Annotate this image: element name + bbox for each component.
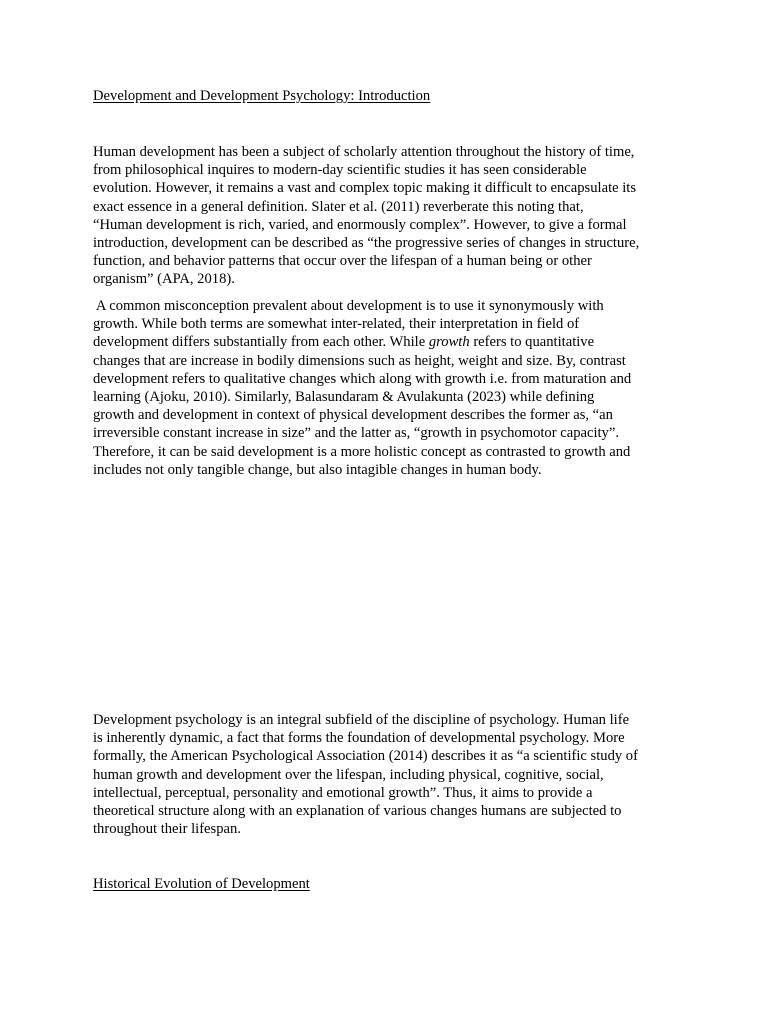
paragraph-line: “Human development is rich, varied, and enormously complex”. However, to give a formal — [93, 216, 627, 233]
line-text: development differs substantially from each other. While — [93, 334, 429, 351]
paragraph-line: throughout their lifespan. — [93, 821, 241, 838]
paragraph-line: evolution. However, it remains a vast and complex topic making it difficult to encapsulate its — [93, 180, 637, 197]
paragraph-human-development — [93, 143, 677, 289]
italic-term-growth: growth — [428, 334, 470, 351]
paragraph-line: formally, the American Psychological Association (2014) describes it as “a scientific study of — [93, 748, 638, 765]
paragraph-line: is inherently dynamic, a fact that forms the foundation of developmental psychology. More — [93, 730, 625, 747]
paragraph-line: changes that are increase in bodily dimensions such as height, weight and size. By, contrast — [93, 352, 626, 369]
line-text: refers to quantitative — [469, 334, 595, 351]
paragraph-development-psychology — [93, 711, 677, 838]
paragraph-line: learning (Ajoku, 2010). Similarly, Balasundaram & Avulakunta (2023) while defining — [93, 389, 595, 406]
paragraph-line: from philosophical inquires to modern-day scientific studies it has seen considerable — [93, 162, 587, 179]
paragraph-line: Human development has been a subject of scholarly attention throughout the history of time, — [93, 144, 635, 160]
paragraph-line: development refers to qualitative changes which along with growth i.e. from maturation and — [93, 370, 632, 387]
paragraph-line: A common misconception prevalent about development is to use it synonymously with — [93, 298, 604, 314]
paragraph-line: includes not only tangible change, but also intagible changes in human body. — [93, 461, 542, 478]
paragraph-line: Therefore, it can be said development is a more holistic concept as contrasted to growth and — [93, 443, 631, 460]
paragraph-line: human growth and development over the lifespan, including physical, cognitive, social, — [93, 766, 604, 783]
section-heading-historical-evolution: Historical Evolution of Development — [93, 876, 310, 892]
paragraph-line: growth and development in context of physical development describes the former as, “an — [93, 407, 613, 424]
paragraph-line: growth. While both terms are somewhat inter-related, their interpretation in field of — [93, 316, 580, 333]
paragraph-line: intellectual, perceptual, personality and emotional growth”. Thus, it aims to provide a — [93, 784, 593, 801]
paragraph-line: irreversible constant increase in size” and the latter as, “growth in psychomotor capacity”. — [93, 425, 619, 442]
paragraph-growth-vs-development — [93, 297, 677, 479]
paragraph-line: organism” (APA, 2018). — [93, 271, 235, 288]
paragraph-line: theoretical structure along with an explanation of various changes humans are subjected to — [93, 803, 622, 820]
paragraph-line: function, and behavior patterns that occur over the lifespan of a human being or other — [93, 253, 592, 270]
paragraph-line: exact essence in a general definition. Slater et al. (2011) reverberate this noting that, — [93, 198, 584, 215]
paragraph-line: Development psychology is an integral subfield of the discipline of psychology. Human life — [93, 712, 630, 728]
paragraph-line: introduction, development can be described as “the progressive series of changes in structure, — [93, 235, 640, 252]
section-heading-introduction: Development and Development Psychology: Introduction — [93, 88, 431, 104]
paragraph-line — [93, 333, 677, 351]
